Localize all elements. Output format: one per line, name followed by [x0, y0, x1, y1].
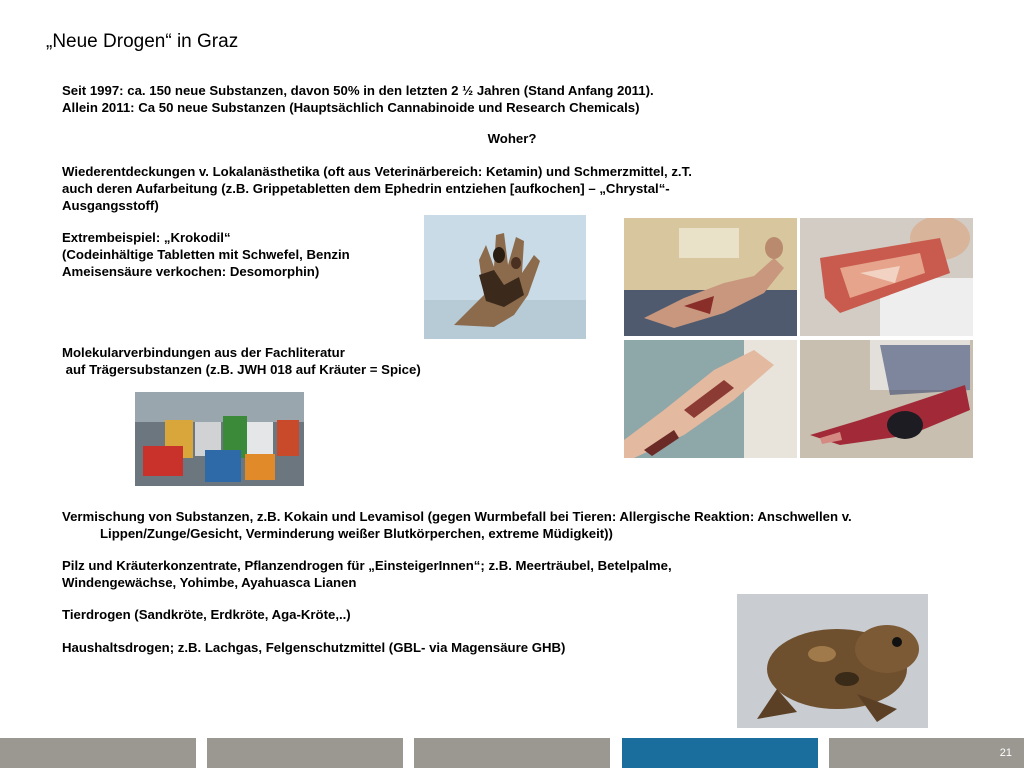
molecular-block — [62, 344, 421, 378]
krokodil-block — [62, 229, 350, 280]
molecular-line-1: Molekularverbindungen aus der Fachliteratur — [62, 345, 345, 360]
page-number: 21 — [999, 747, 1012, 759]
plants-line-1: Pilz und Kräuterkonzentrate, Pflanzendrogen für „EinsteigerInnen“; z.B. Meerträubel, Betelpalme, — [62, 558, 672, 573]
krokodil-line-2: (Codeinhältige Tabletten mit Schwefel, Benzin — [62, 247, 350, 262]
rediscovery-block — [62, 163, 692, 214]
rediscovery-line-1: Wiederentdeckungen v. Lokalanästhetika (oft aus Veterinärbereich: Ketamin) und Schmerzmittel, z.T. — [62, 164, 692, 179]
rediscovery-line-3: Ausgangsstoff) — [62, 198, 159, 213]
molecular-line-2: auf Trägersubstanzen (z.B. JWH 018 auf Kräuter = Spice) — [62, 362, 421, 377]
toad-photo — [737, 594, 928, 728]
patient-photo-top-right — [800, 218, 973, 336]
mixing-block — [62, 508, 852, 542]
intro-line-1: Seit 1997: ca. 150 neue Substanzen, davon 50% in den letzten 2 ½ Jahren (Stand Anfang 2011). — [62, 83, 654, 98]
spice-packages-photo — [135, 392, 304, 486]
household-line: Haushaltsdrogen; z.B. Lachgas, Felgenschutzmittel (GBL- via Magensäure GHB) — [62, 640, 566, 655]
patient-photo-bottom-right — [800, 340, 973, 458]
hand-photo — [424, 215, 586, 339]
krokodil-line-3: Ameisensäure verkochen: Desomorphin) — [62, 264, 320, 279]
rediscovery-line-2: auch deren Aufarbeitung (z.B. Grippetabletten dem Ephedrin entziehen [aufkochen] – „Chrystal“- — [62, 181, 670, 196]
krokodil-line-1: Extrembeispiel: „Krokodil“ — [62, 230, 231, 245]
footer-segment-3 — [414, 738, 610, 768]
patient-photo-bottom-left — [624, 340, 797, 458]
question-heading: Woher? — [487, 131, 537, 146]
plants-block — [62, 557, 672, 591]
mixing-line-2: Lippen/Zunge/Gesicht, Verminderung weißer Blutkörperchen, extreme Müdigkeit)) — [100, 526, 613, 541]
footer-segment-2 — [207, 738, 403, 768]
animals-line: Tierdrogen (Sandkröte, Erdkröte, Aga-Kröte,..) — [62, 607, 351, 622]
footer-segment-1 — [0, 738, 196, 768]
patient-photo-top-left — [624, 218, 797, 336]
mixing-line-1: Vermischung von Substanzen, z.B. Kokain und Levamisol (gegen Wurmbefall bei Tieren: Allergische Reaktion: Anschwellen v. — [62, 509, 852, 524]
footer-segment-5 — [829, 738, 1024, 768]
footer-segment-active — [622, 738, 818, 768]
plants-line-2: Windengewächse, Yohimbe, Ayahuasca Lianen — [62, 575, 357, 590]
slide-title: „Neue Drogen“ in Graz — [46, 31, 239, 52]
intro-block — [62, 82, 654, 116]
intro-line-2: Allein 2011: Ca 50 neue Substanzen (Hauptsächlich Cannabinoide und Research Chemicals) — [62, 100, 640, 115]
